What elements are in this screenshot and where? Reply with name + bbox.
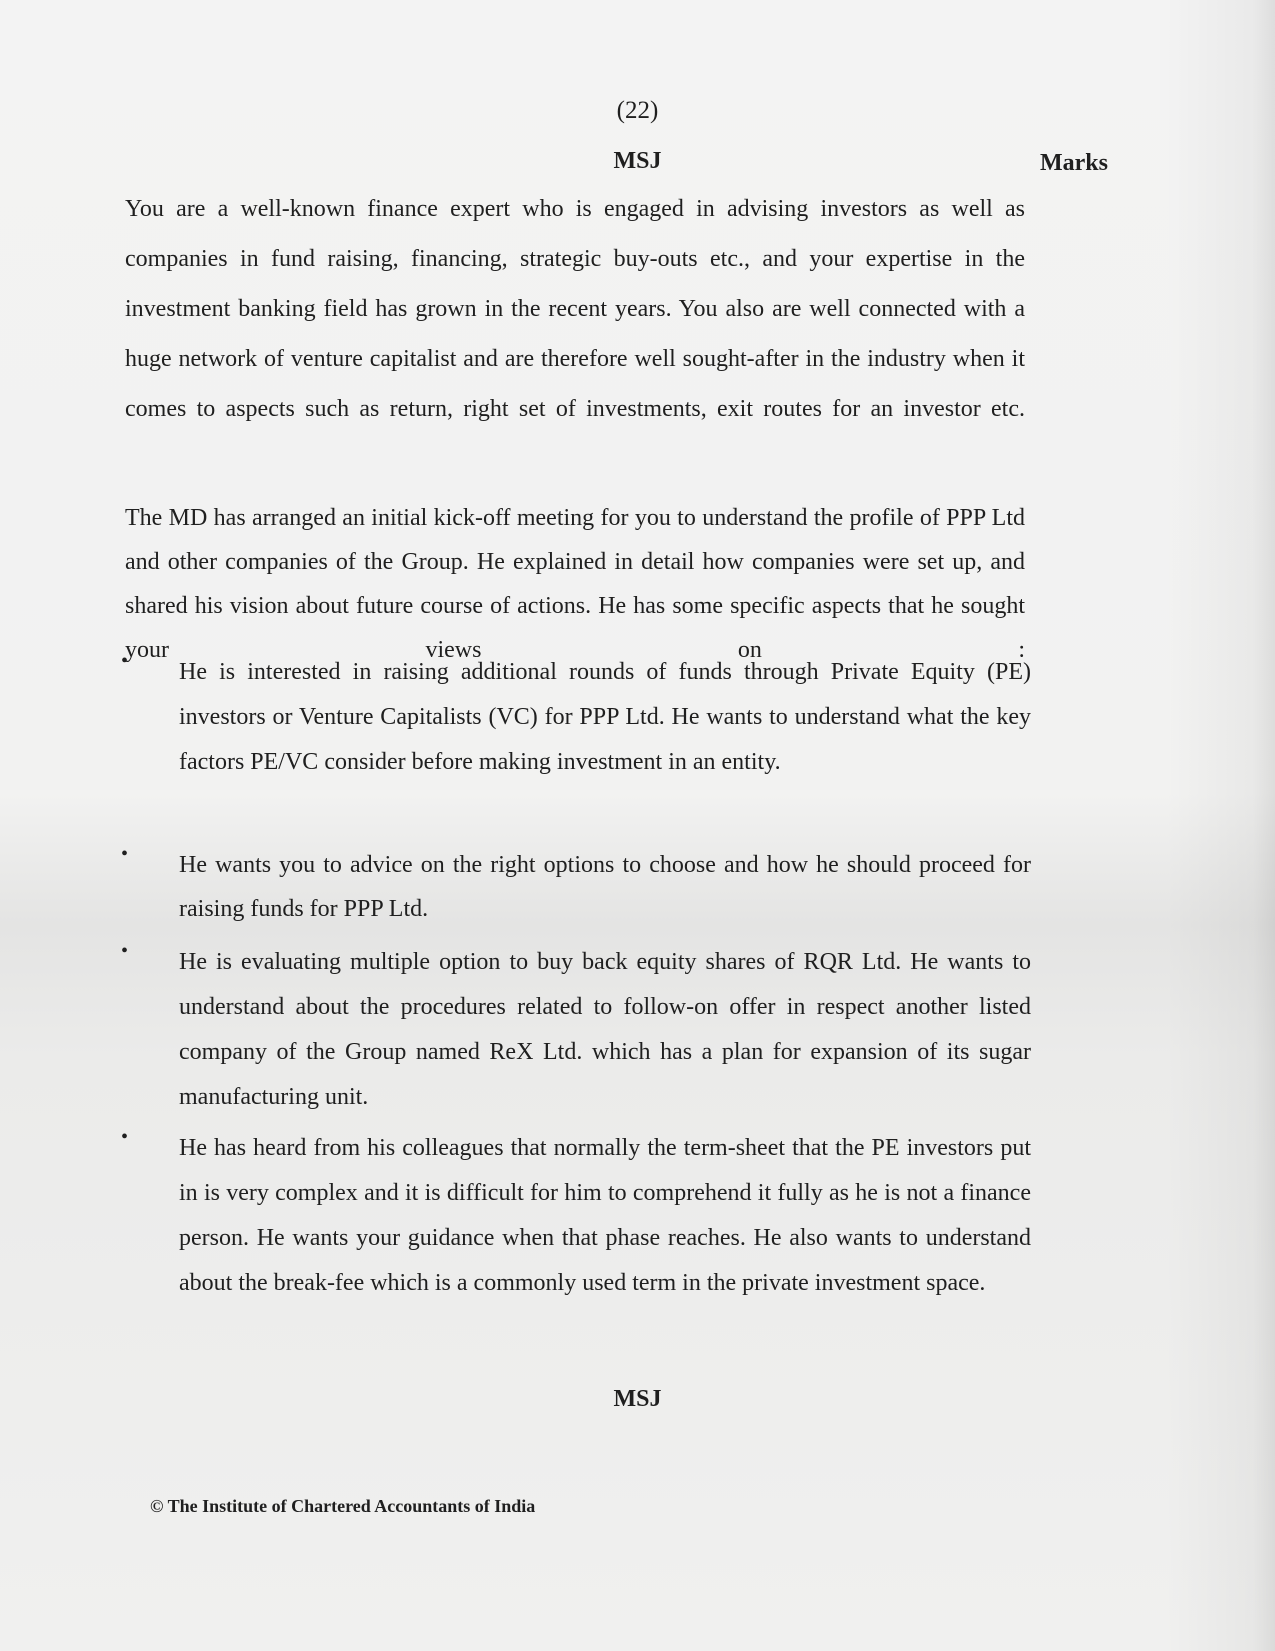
bullet-item [121, 940, 1031, 1120]
bullet-icon: • [121, 940, 129, 962]
copyright-notice: © The Institute of Chartered Accountants of India [150, 1496, 536, 1516]
header-code: MSJ [613, 148, 662, 174]
bullet-item [121, 843, 1031, 931]
page-number: (22) [616, 97, 659, 124]
bullet-text: He is evaluating multiple option to buy back equity shares of RQR Ltd. He wants to understand about the procedures related to follow-on offer in respect another listed company of the Group named ReX Ltd. which has a plan for expansion of its sugar manufacturing unit. [179, 949, 1031, 1110]
bullet-text: He wants you to advice on the right options to choose and how he should proceed for raising funds for PPP Ltd. [179, 852, 1031, 922]
intro-paragraph: You are a well-known finance expert who is engaged in advising investors as well as companies in fund raising, financing, strategic buy-outs etc., and your expertise in the investment banking field has grown in the recent years. You also are well connected with a huge network of venture capitalist and are therefore well sought-after in the industry when it comes to aspects such as return, right set of investments, exit routes for an investor etc. [125, 196, 1025, 422]
bullet-icon: • [121, 843, 129, 865]
bullet-text: He is interested in raising additional rounds of funds through Private Equity (PE) investors or Venture Capitalists (VC) for PPP Ltd. He wants to understand what the key factors PE/VC consider before making investment in an entity. [179, 659, 1031, 775]
md-paragraph: The MD has arranged an initial kick-off meeting for you to understand the profile of PPP Ltd and other companies of the Group. He explained in detail how companies were set up, and shared his vision about future course of actions. He has some specific aspects that he sought your views on : [125, 505, 1025, 663]
footer-code: MSJ [613, 1386, 662, 1412]
bullet-text: He has heard from his colleagues that normally the term-sheet that the PE investors put in is very complex and it is difficult for him to comprehend it fully as he is not a finance person. He wants your guidance when that phase reaches. He also wants to understand about the break-fee which is a commonly used term in the private investment space. [179, 1135, 1031, 1296]
bullet-item [121, 1126, 1031, 1306]
bullet-item [121, 650, 1031, 785]
marks-label: Marks [1040, 150, 1108, 176]
bullet-icon: • [121, 1126, 129, 1148]
bullet-icon: • [121, 650, 129, 672]
